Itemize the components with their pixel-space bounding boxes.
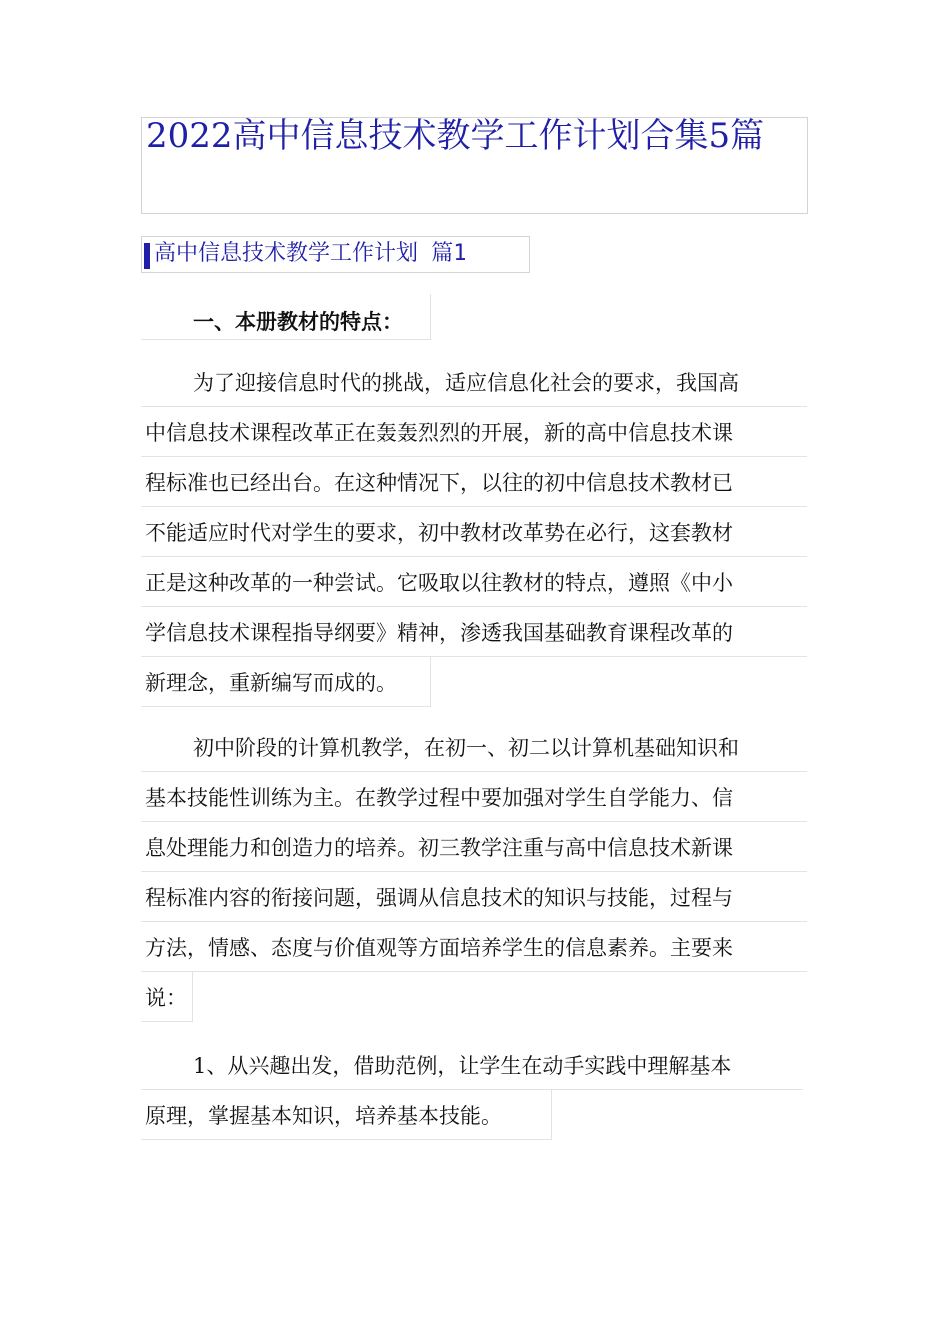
paragraph-line: 方法，情感、态度与价值观等方面培养学生的信息素养。主要来	[141, 922, 807, 972]
section-heading-block	[141, 294, 431, 340]
subtitle-marker	[144, 243, 150, 269]
section-heading-line	[141, 294, 431, 340]
paragraph-line: 不能适应时代对学生的要求，初中教材改革势在必行，这套教材	[141, 507, 807, 557]
paragraph-line: 基本技能性训练为主。在教学过程中要加强对学生自学能力、信	[141, 772, 807, 822]
paragraph-3	[141, 1040, 803, 1140]
paragraph-line: 中信息技术课程改革正在轰轰烈烈的开展，新的高中信息技术课	[141, 407, 807, 457]
section-subtitle-box	[141, 236, 530, 273]
paragraph-line: 学信息技术课程指导纲要》精神，渗透我国基础教育课程改革的	[141, 607, 807, 657]
paragraph-line: 正是这种改革的一种尝试。它吸取以往教材的特点，遵照《中小	[141, 557, 807, 607]
section-subtitle: 高中信息技术教学工作计划 篇1	[154, 241, 467, 266]
paragraph-line: 程标准也已经出台。在这种情况下，以往的初中信息技术教材已	[141, 457, 807, 507]
document-title-box	[141, 117, 808, 214]
paragraph-1	[141, 357, 807, 707]
paragraph-line: 初中阶段的计算机教学，在初一、初二以计算机基础知识和	[141, 722, 807, 772]
paragraph-line: 为了迎接信息时代的挑战，适应信息化社会的要求，我国高	[141, 357, 807, 407]
section-heading: 一、本册教材的特点：	[193, 309, 403, 334]
paragraph-line: 说：	[141, 972, 193, 1022]
paragraph-line: 息处理能力和创造力的培养。初三教学注重与高中信息技术新课	[141, 822, 807, 872]
paragraph-line: 程标准内容的衔接问题，强调从信息技术的知识与技能，过程与	[141, 872, 807, 922]
paragraph-line: 新理念，重新编写而成的。	[141, 657, 431, 707]
paragraph-line: 1、从兴趣出发，借助范例，让学生在动手实践中理解基本	[141, 1040, 803, 1090]
paragraph-2	[141, 722, 807, 1022]
paragraph-line: 原理，掌握基本知识，培养基本技能。	[141, 1090, 552, 1140]
document-title: 2022高中信息技术教学工作计划合集5篇	[146, 116, 765, 156]
